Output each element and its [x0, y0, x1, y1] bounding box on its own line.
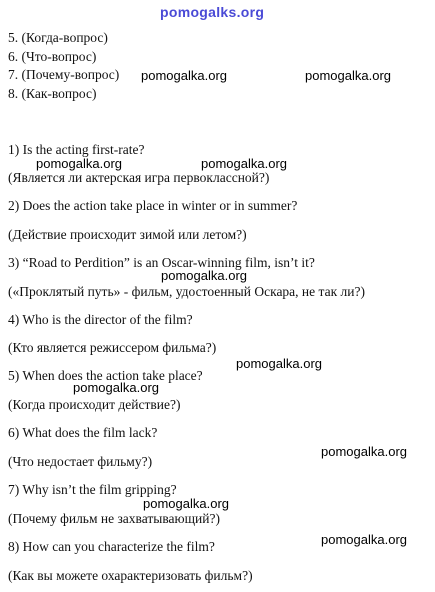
header-item: 6. (Что-вопрос) — [8, 49, 97, 64]
answer-6: (Что недостает фильму?) — [8, 454, 153, 469]
watermark: pomogalka.org — [321, 532, 407, 547]
header-item: 7. (Почему-вопрос) — [8, 67, 120, 82]
watermark: pomogalka.org — [161, 268, 247, 283]
answer-2: (Действие происходит зимой или летом?) — [8, 227, 247, 242]
question-2: 2) Does the action take place in winter or in summer? — [8, 198, 298, 213]
question-4: 4) Who is the director of the film? — [8, 312, 193, 327]
answer-1: (Является ли актерская игра первоклассной?) — [8, 170, 270, 185]
answer-8: (Как вы можете охарактеризовать фильм?) — [8, 568, 253, 583]
answer-5: (Когда происходит действие?) — [8, 397, 181, 412]
answer-4: (Кто является режиссером фильма?) — [8, 340, 217, 355]
question-6: 6) What does the film lack? — [8, 425, 158, 440]
watermark: pomogalka.org — [305, 68, 391, 83]
question-3: 3) “Road to Perdition” is an Oscar-winning film, isn’t it? — [8, 255, 315, 270]
watermark: pomogalka.org — [321, 444, 407, 459]
question-5: 5) When does the action take place? — [8, 368, 203, 383]
question-7: 7) Why isn’t the film gripping? — [8, 482, 177, 497]
watermark: pomogalka.org — [73, 380, 159, 395]
watermark: pomogalka.org — [36, 156, 122, 171]
header-item: 8. (Как-вопрос) — [8, 86, 97, 101]
watermark: pomogalka.org — [143, 496, 229, 511]
watermark-top: pomogalks.org — [160, 4, 265, 20]
watermark: pomogalka.org — [141, 68, 227, 83]
header-item: 5. (Когда-вопрос) — [8, 30, 108, 45]
question-8: 8) How can you characterize the film? — [8, 539, 215, 554]
answer-3: («Проклятый путь» - фильм, удостоенный Оскара, не так ли?) — [8, 284, 365, 299]
answer-7: (Почему фильм не захватывающий?) — [8, 511, 220, 526]
watermark: pomogalka.org — [201, 156, 287, 171]
watermark: pomogalka.org — [236, 356, 322, 371]
question-1: 1) Is the acting first-rate? — [8, 142, 145, 157]
